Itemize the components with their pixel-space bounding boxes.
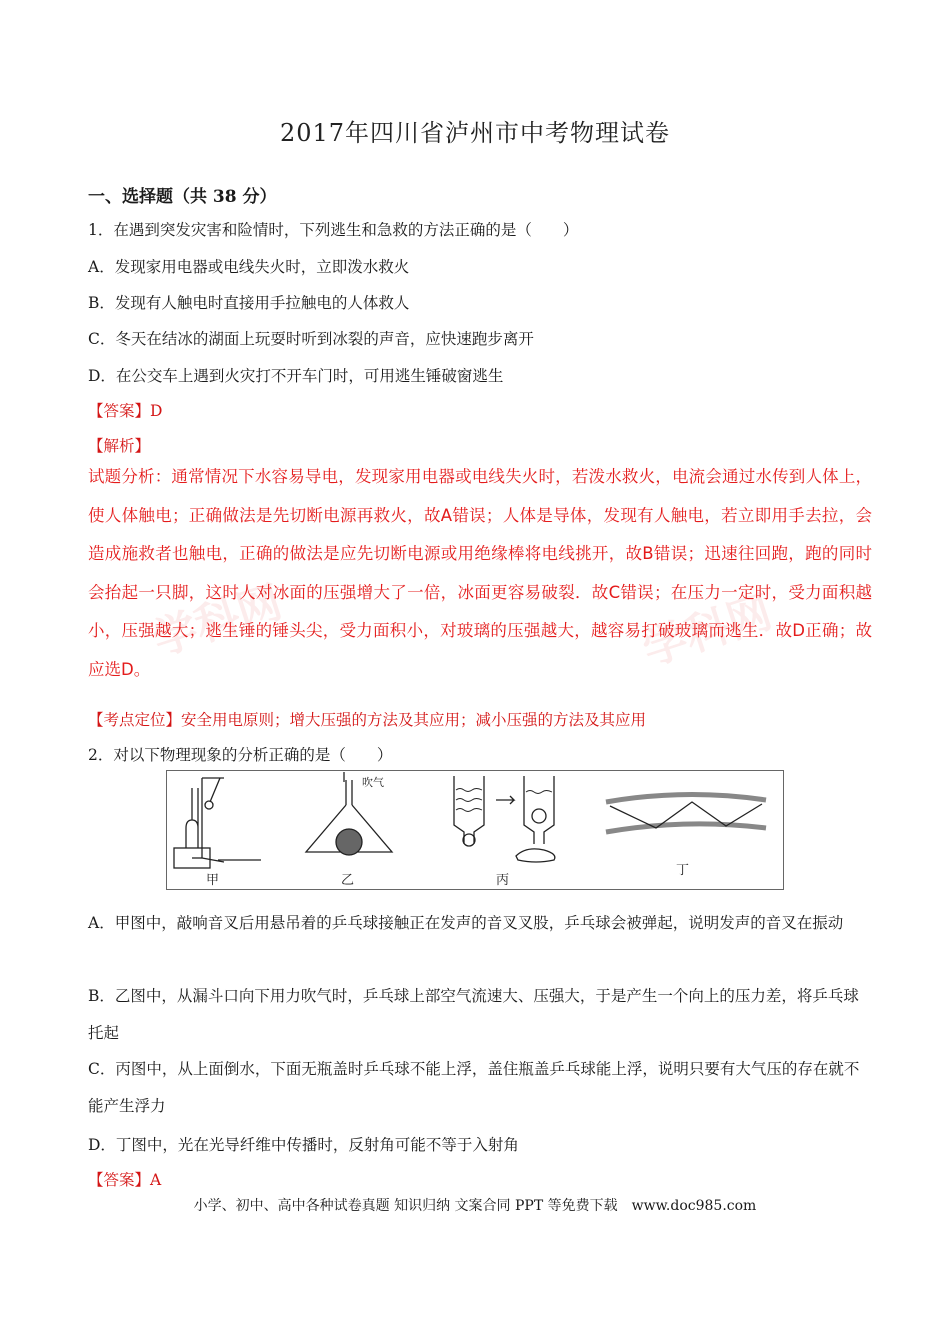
watermark: 学科网 bbox=[636, 586, 779, 676]
answer-value: D bbox=[150, 402, 163, 420]
q2-option-a: A．甲图中，敲响音叉后用悬吊着的乒乓球接触正在发声的音叉叉股，乒乓球会被弹起，说明发声的音叉在振动 bbox=[88, 914, 844, 932]
fig-label-c: 丙 bbox=[496, 873, 510, 888]
section-heading: 一、选择题（共 38 分） bbox=[88, 187, 277, 207]
q1-option-a: A．发现家用电器或电线失火时，立即泼水救火 bbox=[88, 258, 410, 276]
q2-stem: 2．对以下物理现象的分析正确的是（ ） bbox=[88, 746, 393, 764]
q1-knowledge-point bbox=[88, 708, 646, 730]
q1-option-d: D．在公交车上遇到火灾打不开车门时，可用逃生锤破窗逃生 bbox=[88, 367, 504, 385]
footer: 小学、初中、高中各种试卷真题 知识归纳 文案合同 PPT 等免费下载 www.doc985.com bbox=[193, 1198, 757, 1214]
q2-option-c: C．丙图中，从上面倒水，下面无瓶盖时乒乓球不能上浮，盖住瓶盖乒乓球能上浮，说明只要有大气压的存在就不能产生浮力 bbox=[88, 1060, 860, 1115]
watermark: 学科网 bbox=[146, 576, 289, 666]
loc-text: 安全用电原则；增大压强的方法及其应用；减小压强的方法及其应用 bbox=[181, 711, 647, 729]
q2-option-d: D．丁图中，光在光导纤维中传播时，反射角可能不等于入射角 bbox=[88, 1136, 519, 1154]
q1-analysis: 试题分析：通常情况下水容易导电，发现家用电器或电线失火时，若泼水救火，电流会通过水传到人体上，使人体触电；正确做法是先切断电源再救火，故A错误；人体是导体，发现有人触电，若立即用手去拉，会造成施救者也触电，正确的做法是应先切断电源或用绝缘棒将电线挑开，故B错误；迅速往回跑，跑的同时会抬起一只脚，这时人对冰面的压强增大了一倍，冰面更容易破裂．故C错误；在压力一定时，受力面积越小，压强越大；逃生锤的锤头尖，受力面积小，对玻璃的压强越大，越容易打破玻璃而逃生．故D正确；故应选D。 bbox=[88, 467, 872, 679]
answer-tag: 【答案】 bbox=[88, 1171, 151, 1189]
tuning-fork-diagram bbox=[174, 778, 261, 868]
q2-answer bbox=[88, 1168, 161, 1190]
q1-option-b: B．发现有人触电时直接用手拉触电的人体救人 bbox=[88, 294, 410, 312]
bottle-diagram bbox=[454, 776, 555, 862]
blow-label: 吹气 bbox=[362, 776, 384, 789]
page-title: 2017年四川省泸州市中考物理试卷 bbox=[279, 119, 671, 147]
q1-stem: 1．在遇到突发灾害和险情时，下列逃生和急救的方法正确的是（ ） bbox=[88, 221, 579, 239]
optical-fiber-diagram bbox=[606, 794, 766, 832]
analysis-tag: 【解析】 bbox=[88, 437, 151, 455]
fig-label-a: 甲 bbox=[206, 873, 220, 888]
q1-answer bbox=[88, 399, 162, 421]
answer-value: A bbox=[150, 1171, 162, 1189]
q2-option-b: B．乙图中，从漏斗口向下用力吹气时，乒乓球上部空气流速大、压强大，于是产生一个向上的压力差，将乒乓球托起 bbox=[88, 987, 859, 1042]
fig-label-b: 乙 bbox=[341, 873, 355, 888]
q1-option-c: C．冬天在结冰的湖面上玩耍时听到冰裂的声音，应快速跑步离开 bbox=[88, 330, 534, 348]
answer-tag: 【答案】 bbox=[88, 402, 151, 420]
q2-figure bbox=[166, 770, 784, 890]
fig-label-d: 丁 bbox=[676, 863, 690, 878]
loc-tag: 【考点定位】 bbox=[88, 711, 182, 729]
